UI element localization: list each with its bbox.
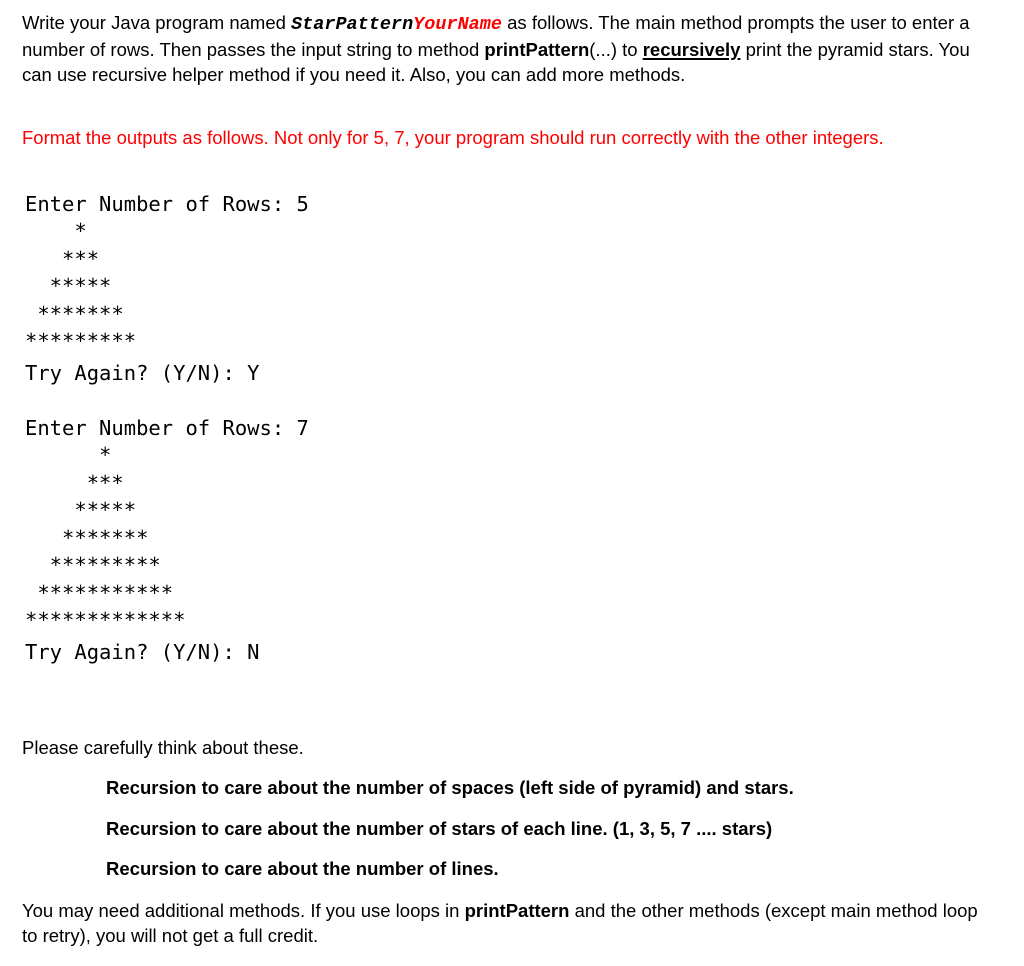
pyramid-line: ***** [25,498,137,522]
pyramid-line: ******* [25,301,124,326]
console-prompt: Enter Number of Rows: 5 [25,192,309,216]
footer-text-1: You may need additional methods. If you use loops in [22,900,465,921]
emphasis-recursively: recursively [642,39,741,60]
pyramid-line: ********* [25,329,137,353]
consideration-item-spaces: Recursion to care about the number of spaces (left side of pyramid) and stars. [106,777,794,798]
console-example-rows-5 [25,190,309,387]
intro-paragraph [22,10,982,87]
pyramid-line: *** [25,246,100,271]
consideration-item-stars: Recursion to care about the number of stars of each line. (1, 3, 5, 7 .... stars) [106,818,773,839]
class-name-suffix: YourName [413,14,502,35]
footer-text-2: and the other methods (except main method loop to retry), you will not get a full credit. [22,900,978,946]
pyramid-line: ************* [25,608,186,632]
consideration-item-lines: Recursion to care about the number of lines. [106,858,499,879]
pyramid-line: ***** [25,274,112,298]
pyramid-line: * [25,219,87,243]
pyramid-line: * [25,443,112,467]
pyramid-line: ******* [25,525,149,550]
console-retry-prompt: Try Again? (Y/N): N [25,639,260,664]
pyramid-line: *** [25,470,124,495]
pyramid-line: ********* [25,553,161,577]
intro-text-1: Write your Java program named [22,12,292,33]
console-prompt: Enter Number of Rows: 7 [25,416,309,440]
pyramid-line: *********** [25,580,174,605]
intro-text-3: (...) to [589,39,643,60]
console-example-rows-7 [25,414,309,666]
intro-text-2: as follows. The main method prompts the user to enter a number of rows. Then passes the input string to method [22,12,970,60]
method-name: printPattern [484,39,590,60]
considerations-heading: Please carefully think about these. [22,737,304,758]
intro-text-4: print the pyramid stars. You can use recursive helper method if you need it. Also, you can add more methods. [22,39,970,85]
console-retry-prompt: Try Again? (Y/N): Y [25,360,260,385]
class-name-prefix: StarPattern [291,14,414,35]
format-note: Format the outputs as follows. Not only for 5, 7, your program should run correctly with the other integers. [22,127,884,148]
footer-paragraph [22,898,982,948]
footer-method-name: printPattern [464,900,570,921]
